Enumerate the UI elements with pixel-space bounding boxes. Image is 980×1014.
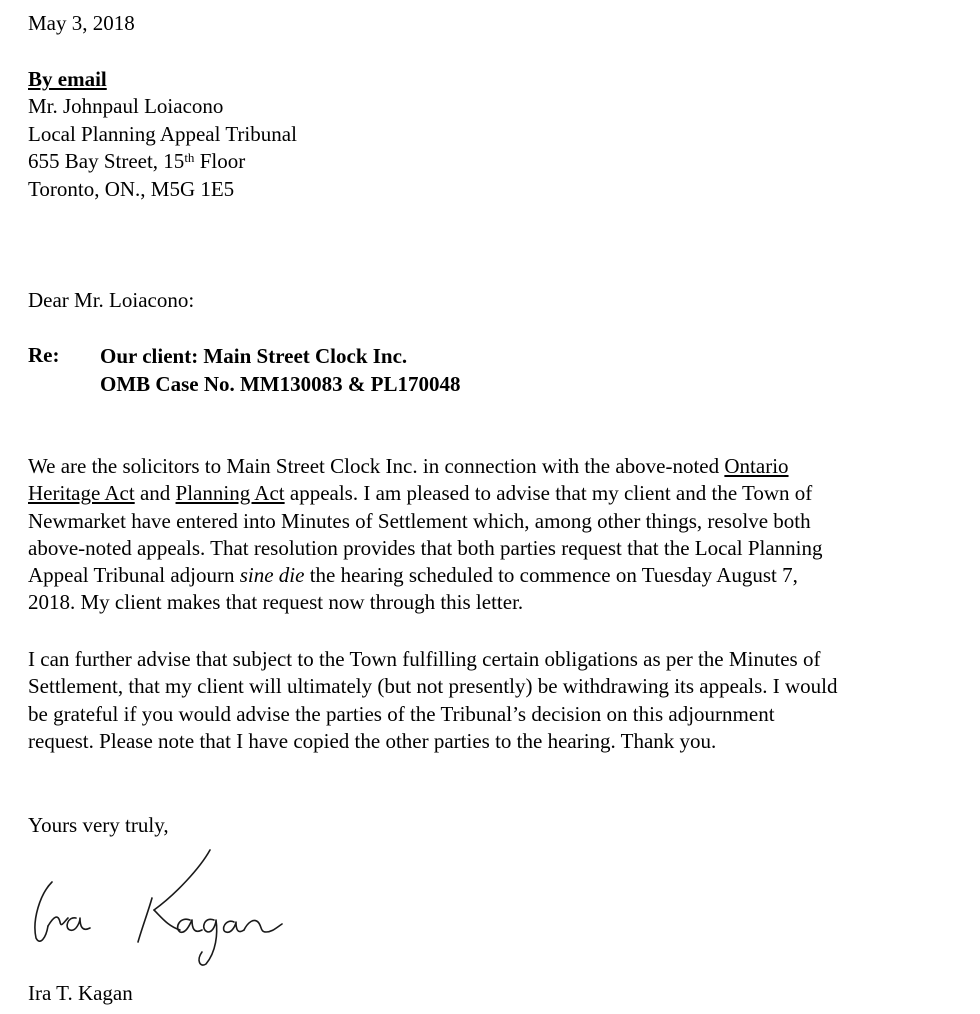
paragraph-1-line-1 xyxy=(28,453,963,480)
paragraph-2-line-4: request. Please note that I have copied the other parties to the hearing. Thank you. xyxy=(28,728,717,753)
paragraph-1-line-2 xyxy=(28,480,963,507)
ontario-heritage-act-reference: Ontario xyxy=(724,454,789,478)
recipient-city: Toronto, ON., M5G 1E5 xyxy=(28,177,235,201)
planning-act-reference: Planning Act xyxy=(175,481,285,506)
recipient-street xyxy=(28,148,245,175)
sine-die-term: sine die xyxy=(239,563,305,588)
re-client-line: Our client: Main Street Clock Inc. xyxy=(100,344,408,368)
re-subject xyxy=(100,342,460,398)
recipient-organization: Local Planning Appeal Tribunal xyxy=(28,122,297,146)
closing: Yours very truly, xyxy=(28,813,169,837)
heritage-act-reference: Heritage Act xyxy=(28,481,135,506)
body-paragraph-1 xyxy=(28,453,963,617)
text-segment: We are the solicitors to Main Street Clock Inc. in connection with the above-noted xyxy=(28,454,725,478)
recipient-name: Mr. Johnpaul Loiacono xyxy=(28,94,224,118)
paragraph-2-line-1: I can further advise that subject to the Town fulfilling certain obligations as per the Minutes of xyxy=(28,647,821,671)
text-segment: the hearing scheduled to commence on Tuesday August 7, xyxy=(304,563,798,588)
street-prefix: 655 Bay Street, 15 xyxy=(28,149,185,173)
re-label: Re: xyxy=(28,343,60,367)
street-suffix: Floor xyxy=(194,149,246,173)
paragraph-1-line-4: above-noted appeals. That resolution provides that both parties request that the Local Planning xyxy=(28,535,823,560)
signer-name: Ira T. Kagan xyxy=(28,981,133,1005)
letter-date: May 3, 2018 xyxy=(28,11,135,35)
salutation: Dear Mr. Loiacono: xyxy=(28,288,195,312)
body-paragraph-2 xyxy=(28,646,963,755)
text-segment: Appeal Tribunal adjourn xyxy=(28,563,240,588)
delivery-method: By email xyxy=(28,67,107,91)
re-case-line: OMB Case No. MM130083 & PL170048 xyxy=(100,372,461,396)
text-segment: appeals. I am pleased to advise that my client and the Town of xyxy=(284,481,813,506)
paragraph-1-line-5 xyxy=(28,562,963,589)
text-segment: and xyxy=(134,481,176,506)
paragraph-2-line-3: be grateful if you would advise the parties of the Tribunal’s decision on this adjournment xyxy=(28,701,775,726)
paragraph-1-line-6: 2018. My client makes that request now through this letter. xyxy=(28,590,524,615)
paragraph-1-line-3: Newmarket have entered into Minutes of Settlement which, among other things, resolve both xyxy=(28,508,811,533)
handwritten-signature xyxy=(30,842,290,970)
paragraph-2-line-2: Settlement, that my client will ultimately (but not presently) be withdrawing its appeals. I would xyxy=(28,674,838,699)
street-superscript: th xyxy=(184,150,195,165)
